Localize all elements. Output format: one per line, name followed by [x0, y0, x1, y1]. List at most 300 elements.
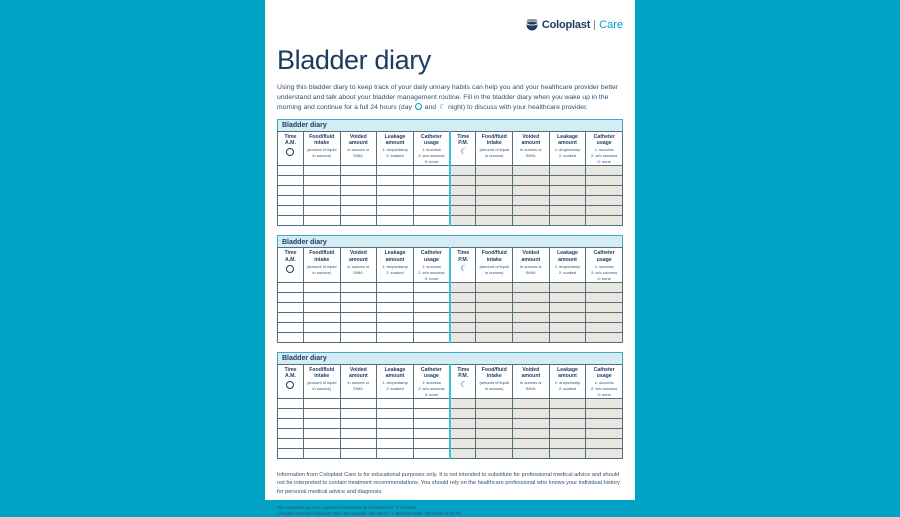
column-sublabel: 1: drops/damp	[382, 380, 408, 386]
diary-cell-time-am	[278, 312, 304, 322]
diary-cell-voided-amount-am	[340, 429, 377, 439]
diary-cell-voided-amount-am	[340, 399, 377, 409]
fine-print-line1: The Coloplast logo is a registered trademark of Coloplast A/S. © 2021-08.	[277, 504, 418, 510]
diary-cell-time-pm	[450, 322, 476, 332]
diary-cell-catheter-usage-pm	[586, 322, 623, 332]
column-sublabel: (amount of liquid	[479, 380, 510, 386]
diary-cell-voided-amount-pm	[513, 186, 550, 196]
diary-cell-food-fluid-intake-pm	[476, 409, 513, 419]
diary-cell-leakage-amount-am	[377, 409, 414, 419]
diary-cell-food-fluid-intake-pm	[476, 282, 513, 292]
column-label: usage	[596, 373, 612, 380]
diary-cell-voided-amount-pm	[513, 282, 550, 292]
column-sublabel: S/M/L	[525, 269, 537, 275]
diary-cell-voided-amount-am	[340, 292, 377, 302]
column-header-leakage-amount-am	[377, 364, 414, 398]
diary-cell-food-fluid-intake-am	[303, 332, 340, 342]
column-label: usage	[596, 140, 612, 147]
column-label: amount	[349, 373, 368, 380]
diary-cell-catheter-usage-am	[413, 176, 450, 186]
diary-cell-catheter-usage-pm	[586, 399, 623, 409]
diary-cell-time-pm	[450, 292, 476, 302]
diary-cell-catheter-usage-pm	[586, 186, 623, 196]
column-label: Time	[457, 366, 470, 373]
diary-cell-food-fluid-intake-am	[303, 429, 340, 439]
fine-print-line2: All rights reserved Coloplast Corp. Minneapolis, MN 55411 / 1-800-533-0464. PM-03885 9.03 EN	[277, 511, 462, 517]
diary-cell-leakage-amount-am	[377, 439, 414, 449]
diary-cell-food-fluid-intake-pm	[476, 216, 513, 226]
diary-row	[278, 292, 623, 302]
diary-cell-voided-amount-pm	[513, 322, 550, 332]
diary-cell-leakage-amount-pm	[549, 429, 586, 439]
diary-row	[278, 166, 623, 176]
diary-cell-catheter-usage-am	[413, 439, 450, 449]
diary-cell-catheter-usage-am	[413, 429, 450, 439]
column-label: A.M.	[284, 373, 296, 380]
column-sublabel: (amount of liquid	[479, 147, 510, 153]
diary-cell-catheter-usage-pm	[586, 419, 623, 429]
diary-row	[278, 399, 623, 409]
diary-cell-catheter-usage-am	[413, 302, 450, 312]
diary-cell-catheter-usage-am	[413, 322, 450, 332]
diary-cell-leakage-amount-am	[377, 332, 414, 342]
diary-row	[278, 196, 623, 206]
column-label: Leakage	[557, 250, 578, 257]
diary-cell-leakage-amount-pm	[549, 332, 586, 342]
diary-cell-time-pm	[450, 216, 476, 226]
diary-cell-food-fluid-intake-pm	[476, 292, 513, 302]
diary-cell-leakage-amount-pm	[549, 292, 586, 302]
column-sublabel: 1: success	[594, 263, 614, 269]
diary-cell-food-fluid-intake-am	[303, 292, 340, 302]
column-label: P.M.	[458, 373, 469, 380]
diary-cell-leakage-amount-am	[377, 196, 414, 206]
diary-cell-time-am	[278, 399, 304, 409]
diary-cell-time-pm	[450, 429, 476, 439]
diary-cell-catheter-usage-pm	[586, 196, 623, 206]
diary-row	[278, 216, 623, 226]
column-header-voided-amount-am	[340, 248, 377, 282]
diary-cell-time-am	[278, 282, 304, 292]
diary-cell-voided-amount-pm	[513, 439, 550, 449]
diary-cell-voided-amount-pm	[513, 312, 550, 322]
column-label: Voided	[349, 366, 367, 373]
diary-cell-catheter-usage-pm	[586, 449, 623, 459]
column-sublabel: 2: w/o success	[418, 269, 445, 275]
column-label: Food/fluid	[309, 133, 335, 140]
diary-row	[278, 332, 623, 342]
diary-cell-food-fluid-intake-am	[303, 176, 340, 186]
diary-cell-time-pm	[450, 312, 476, 322]
column-sublabel: 1: drops/damp	[382, 263, 408, 269]
diary-cell-food-fluid-intake-am	[303, 322, 340, 332]
diary-cell-leakage-amount-pm	[549, 166, 586, 176]
column-sublabel: 0: none	[597, 275, 611, 281]
column-sublabel: in ounces)	[312, 269, 331, 275]
diary-cell-food-fluid-intake-pm	[476, 176, 513, 186]
diary-cell-food-fluid-intake-am	[303, 302, 340, 312]
diary-cell-food-fluid-intake-pm	[476, 312, 513, 322]
column-label: intake	[314, 140, 330, 147]
diary-cell-catheter-usage-am	[413, 216, 450, 226]
diary-cell-time-am	[278, 449, 304, 459]
column-sublabel: in ounces)	[484, 386, 504, 392]
column-label: Food/fluid	[481, 366, 507, 373]
logo-care-label: Care	[599, 19, 623, 31]
diary-cell-leakage-amount-pm	[549, 176, 586, 186]
column-sublabel: 2: soaked	[558, 153, 577, 159]
column-label: amount	[349, 256, 368, 263]
diary-row	[278, 186, 623, 196]
diary-cell-food-fluid-intake-pm	[476, 449, 513, 459]
diary-cell-leakage-amount-am	[377, 399, 414, 409]
diary-cell-leakage-amount-am	[377, 449, 414, 459]
diary-cell-voided-amount-am	[340, 322, 377, 332]
diary-row	[278, 312, 623, 322]
logo-brand-name: Coloplast	[541, 19, 591, 31]
column-header-time-pm	[450, 131, 476, 165]
diary-cell-catheter-usage-pm	[586, 216, 623, 226]
column-label: amount	[385, 140, 405, 147]
moon-icon: ☾	[438, 103, 447, 112]
column-header-food-fluid-intake-am	[303, 248, 340, 282]
diary-cell-food-fluid-intake-pm	[476, 302, 513, 312]
column-sublabel: 2: soaked	[558, 386, 577, 392]
diary-cell-food-fluid-intake-am	[303, 419, 340, 429]
column-header-time-pm	[450, 248, 476, 282]
column-label: Time	[457, 133, 470, 140]
column-sublabel: in ounces)	[312, 386, 331, 392]
column-sublabel: S/M/L	[525, 386, 537, 392]
column-header-food-fluid-intake-pm	[476, 131, 513, 165]
diary-cell-time-am	[278, 409, 304, 419]
diary-cell-food-fluid-intake-pm	[476, 206, 513, 216]
column-sublabel: 1: success	[421, 147, 441, 153]
column-label: Time	[284, 250, 297, 257]
globe-icon	[526, 19, 538, 31]
diary-cell-voided-amount-pm	[513, 409, 550, 419]
diary-cell-leakage-amount-pm	[549, 449, 586, 459]
column-label: Voided	[522, 250, 540, 257]
column-label: Leakage	[384, 133, 406, 140]
diary-row	[278, 302, 623, 312]
diary-cell-catheter-usage-pm	[586, 439, 623, 449]
diary-cell-catheter-usage-am	[413, 166, 450, 176]
diary-cell-leakage-amount-am	[377, 302, 414, 312]
column-label: Leakage	[384, 250, 406, 257]
diary-cell-voided-amount-pm	[513, 206, 550, 216]
diary-cell-leakage-amount-pm	[549, 206, 586, 216]
diary-cell-voided-amount-am	[340, 332, 377, 342]
column-label: Leakage	[384, 366, 406, 373]
diary-cell-leakage-amount-am	[377, 216, 414, 226]
diary-cell-voided-amount-pm	[513, 292, 550, 302]
diary-cell-food-fluid-intake-pm	[476, 439, 513, 449]
column-label: Catheter	[420, 366, 442, 373]
column-sublabel: S/M/L	[353, 386, 364, 392]
diary-cell-time-am	[278, 292, 304, 302]
diary-cell-voided-amount-am	[340, 186, 377, 196]
diary-cell-catheter-usage-pm	[586, 176, 623, 186]
column-header-catheter-usage-pm	[586, 131, 623, 165]
column-label: Catheter	[593, 366, 615, 373]
column-sublabel: 1: success	[594, 147, 614, 153]
column-label: amount	[385, 256, 405, 263]
sun-icon	[286, 381, 294, 389]
diary-cell-voided-amount-pm	[513, 196, 550, 206]
intro-text	[277, 83, 621, 114]
column-sublabel: 0: none	[597, 159, 611, 165]
diary-cell-voided-amount-am	[340, 312, 377, 322]
diary-cell-time-pm	[450, 419, 476, 429]
column-header-catheter-usage-am	[413, 248, 450, 282]
column-label: P.M.	[458, 140, 469, 147]
column-label: A.M.	[284, 256, 296, 263]
diary-cell-voided-amount-pm	[513, 216, 550, 226]
diary-cell-time-am	[278, 176, 304, 186]
column-label: intake	[486, 256, 502, 263]
diary-cell-catheter-usage-am	[413, 419, 450, 429]
column-label: Food/fluid	[481, 133, 507, 140]
diary-cell-leakage-amount-pm	[549, 439, 586, 449]
logo-divider	[594, 20, 595, 30]
column-sublabel: 1: drops/damp	[554, 147, 581, 153]
column-sublabel: 2: soaked	[558, 269, 577, 275]
column-label: Voided	[522, 133, 540, 140]
diary-cell-food-fluid-intake-pm	[476, 399, 513, 409]
diary-cell-catheter-usage-am	[413, 332, 450, 342]
column-header-voided-amount-pm	[513, 248, 550, 282]
diary-cell-voided-amount-am	[340, 409, 377, 419]
column-label: Voided	[349, 133, 367, 140]
diary-cell-time-am	[278, 302, 304, 312]
diary-cell-food-fluid-intake-am	[303, 439, 340, 449]
diary-cell-leakage-amount-am	[377, 186, 414, 196]
column-sublabel: in ounces)	[312, 153, 331, 159]
diary-cell-voided-amount-pm	[513, 399, 550, 409]
diary-cell-food-fluid-intake-pm	[476, 429, 513, 439]
diary-tables-container	[277, 119, 623, 459]
column-header-leakage-amount-pm	[549, 364, 586, 398]
diary-cell-voided-amount-am	[340, 196, 377, 206]
table-title: Bladder diary	[277, 352, 623, 365]
column-label: Catheter	[593, 133, 615, 140]
diary-cell-voided-amount-pm	[513, 332, 550, 342]
diary-cell-catheter-usage-pm	[586, 409, 623, 419]
column-sublabel: in ounces or	[347, 147, 370, 153]
diary-cell-time-am	[278, 332, 304, 342]
column-label: Food/fluid	[481, 250, 507, 257]
sun-icon	[415, 103, 422, 110]
diary-row	[278, 419, 623, 429]
diary-cell-catheter-usage-am	[413, 449, 450, 459]
column-label: Leakage	[557, 366, 578, 373]
diary-cell-food-fluid-intake-pm	[476, 166, 513, 176]
diary-cell-voided-amount-am	[340, 166, 377, 176]
column-sublabel: 2: soaked	[386, 269, 404, 275]
column-sublabel: 1: drops/damp	[382, 147, 408, 153]
column-label: amount	[558, 256, 577, 263]
diary-row	[278, 439, 623, 449]
diary-cell-time-pm	[450, 409, 476, 419]
diary-cell-time-am	[278, 206, 304, 216]
column-sublabel: 2: w/o success	[591, 269, 618, 275]
column-header-leakage-amount-am	[377, 131, 414, 165]
column-sublabel: in ounces or	[347, 380, 370, 386]
diary-cell-food-fluid-intake-pm	[476, 322, 513, 332]
diary-cell-catheter-usage-pm	[586, 166, 623, 176]
column-label: Time	[457, 250, 470, 257]
column-label: A.M.	[284, 140, 296, 147]
column-label: Catheter	[420, 133, 442, 140]
diary-cell-leakage-amount-pm	[549, 196, 586, 206]
diary-cell-voided-amount-am	[340, 439, 377, 449]
diary-cell-time-pm	[450, 332, 476, 342]
diary-cell-leakage-amount-am	[377, 322, 414, 332]
diary-cell-food-fluid-intake-am	[303, 216, 340, 226]
column-label: amount	[349, 140, 368, 147]
bladder-diary-table-1	[277, 119, 623, 226]
diary-cell-leakage-amount-pm	[549, 322, 586, 332]
diary-row	[278, 409, 623, 419]
column-sublabel: in ounces or	[519, 147, 542, 153]
diary-cell-food-fluid-intake-pm	[476, 419, 513, 429]
diary-cell-leakage-amount-am	[377, 176, 414, 186]
column-label: usage	[423, 140, 439, 147]
diary-cell-leakage-amount-pm	[549, 312, 586, 322]
diary-cell-leakage-amount-pm	[549, 216, 586, 226]
column-sublabel: (amount of liquid	[306, 380, 337, 386]
column-label: intake	[314, 256, 330, 263]
column-sublabel: 0: none	[424, 159, 439, 165]
diary-cell-voided-amount-am	[340, 449, 377, 459]
diary-cell-voided-amount-pm	[513, 429, 550, 439]
diary-cell-leakage-amount-am	[377, 166, 414, 176]
diary-cell-catheter-usage-am	[413, 399, 450, 409]
bladder-diary-table-2	[277, 235, 623, 342]
diary-cell-catheter-usage-am	[413, 292, 450, 302]
column-header-time-pm	[450, 364, 476, 398]
column-header-voided-amount-am	[340, 131, 377, 165]
diary-cell-time-pm	[450, 282, 476, 292]
fine-print	[277, 505, 623, 517]
diary-cell-time-pm	[450, 176, 476, 186]
column-sublabel: 2: w/o success	[591, 386, 618, 392]
column-header-leakage-amount-pm	[549, 131, 586, 165]
diary-cell-catheter-usage-am	[413, 186, 450, 196]
diary-cell-catheter-usage-pm	[586, 282, 623, 292]
column-label: Food/fluid	[309, 250, 335, 257]
column-sublabel: in ounces)	[484, 269, 504, 275]
moon-icon: ☾	[458, 379, 468, 390]
diary-cell-voided-amount-am	[340, 176, 377, 186]
diary-cell-voided-amount-pm	[513, 176, 550, 186]
coloplast-logo	[277, 18, 623, 32]
column-sublabel: (amount of liquid	[306, 147, 337, 153]
diary-cell-time-am	[278, 439, 304, 449]
column-header-food-fluid-intake-pm	[476, 364, 513, 398]
diary-cell-food-fluid-intake-am	[303, 409, 340, 419]
diary-cell-time-pm	[450, 449, 476, 459]
table-title: Bladder diary	[277, 235, 623, 248]
diary-cell-time-pm	[450, 302, 476, 312]
diary-cell-leakage-amount-am	[377, 419, 414, 429]
column-sublabel: in ounces or	[519, 380, 542, 386]
diary-cell-leakage-amount-am	[377, 429, 414, 439]
column-label: intake	[486, 373, 502, 380]
column-label: usage	[423, 256, 439, 263]
diary-cell-catheter-usage-am	[413, 312, 450, 322]
column-label: amount	[521, 256, 541, 263]
column-label: Leakage	[557, 133, 578, 140]
diary-cell-leakage-amount-pm	[549, 282, 586, 292]
column-sublabel: S/M/L	[525, 153, 537, 159]
document-page	[265, 0, 635, 517]
diary-cell-voided-amount-pm	[513, 449, 550, 459]
column-header-catheter-usage-pm	[586, 248, 623, 282]
diary-cell-food-fluid-intake-pm	[476, 332, 513, 342]
diary-grid	[277, 247, 623, 342]
column-label: Catheter	[593, 250, 615, 257]
column-header-food-fluid-intake-am	[303, 131, 340, 165]
diary-cell-time-pm	[450, 166, 476, 176]
diary-cell-catheter-usage-pm	[586, 302, 623, 312]
column-label: Food/fluid	[309, 366, 335, 373]
column-label: usage	[423, 373, 439, 380]
column-label: amount	[521, 140, 541, 147]
moon-icon: ☾	[458, 146, 468, 157]
column-sublabel: 2: soaked	[386, 153, 404, 159]
diary-cell-leakage-amount-pm	[549, 409, 586, 419]
diary-grid	[277, 131, 623, 226]
diary-cell-catheter-usage-am	[413, 206, 450, 216]
column-sublabel: (amount of liquid	[306, 263, 337, 269]
column-sublabel: S/M/L	[353, 269, 364, 275]
diary-cell-catheter-usage-pm	[586, 206, 623, 216]
diary-cell-leakage-amount-am	[377, 282, 414, 292]
diary-cell-time-am	[278, 322, 304, 332]
diary-row	[278, 322, 623, 332]
diary-cell-food-fluid-intake-pm	[476, 186, 513, 196]
column-header-time-am	[278, 131, 304, 165]
column-label: Time	[284, 366, 297, 373]
column-header-voided-amount-am	[340, 364, 377, 398]
disclaimer-text: Information from Coloplast Care is for educational purposes only. It is not intended to substitute for professional medical advice and should not be interpreted to contain treatment recommendations. You should rely on the healthcare professional who knows your individual history for personal medical advice and diagnosis.	[277, 472, 620, 495]
column-label: usage	[596, 256, 612, 263]
column-label: Time	[284, 133, 297, 140]
diary-row	[278, 282, 623, 292]
diary-cell-leakage-amount-pm	[549, 399, 586, 409]
column-label: amount	[521, 373, 541, 380]
column-header-catheter-usage-am	[413, 364, 450, 398]
diary-row	[278, 206, 623, 216]
diary-cell-food-fluid-intake-am	[303, 282, 340, 292]
diary-cell-food-fluid-intake-am	[303, 399, 340, 409]
diary-cell-voided-amount-pm	[513, 302, 550, 312]
diary-cell-voided-amount-pm	[513, 419, 550, 429]
diary-cell-food-fluid-intake-am	[303, 449, 340, 459]
sun-icon	[286, 148, 294, 156]
diary-cell-food-fluid-intake-am	[303, 206, 340, 216]
diary-grid	[277, 364, 623, 459]
column-sublabel: (amount of liquid	[479, 263, 510, 269]
diary-cell-time-am	[278, 419, 304, 429]
diary-row	[278, 449, 623, 459]
column-sublabel: 1: drops/damp	[554, 380, 581, 386]
column-sublabel: in ounces or	[519, 263, 542, 269]
diary-cell-voided-amount-am	[340, 302, 377, 312]
diary-row	[278, 429, 623, 439]
